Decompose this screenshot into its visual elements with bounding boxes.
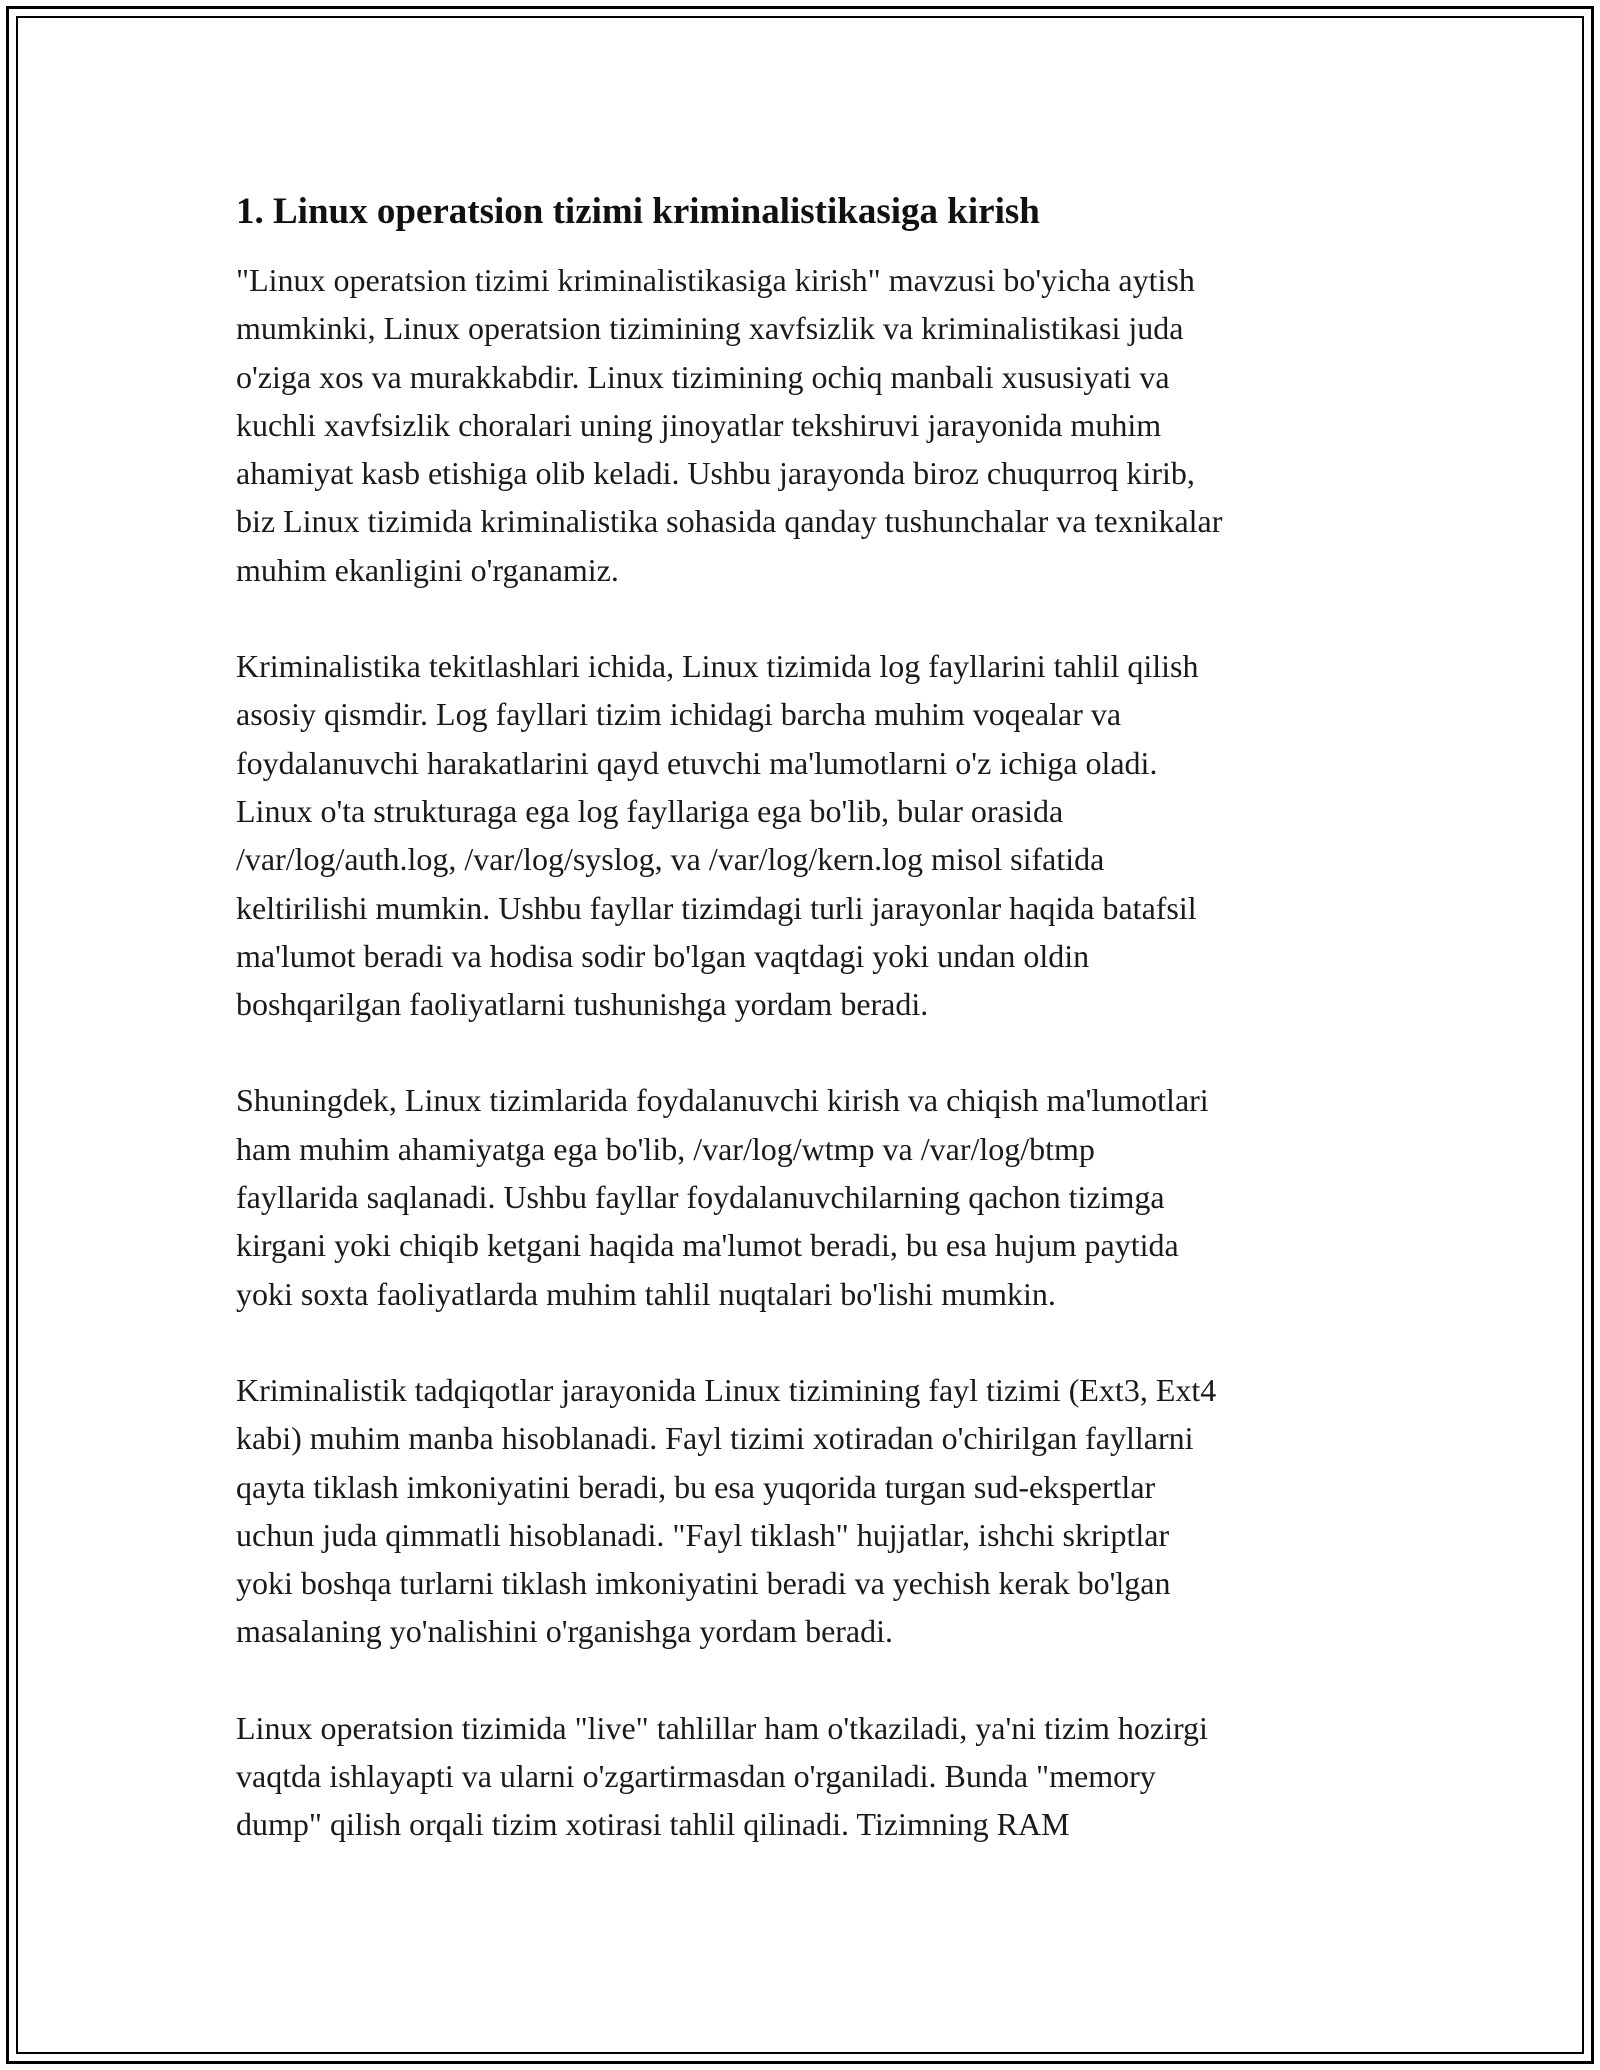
paragraph-live-analysis: Linux operatsion tizimida "live" tahlillar ham o'tkaziladi, ya'ni tizim hozirgi vaqtda ishlayapti va ularni o'zgartirmasdan o'rganiladi. Bunda "memory dump" qilish orqali tizim xotirasi tahlil qilinadi. Tizimning RAM <box>236 1709 1208 1843</box>
paragraph-intro: "Linux operatsion tizimi kriminalistikasiga kirish" mavzusi bo'yicha aytish mumkinki, Linux operatsion tizimining xavfsizlik va kriminalistikasi juda o'ziga xos va murakkabdir. Linux tizimining ochiq manbali xususiyati va kuchli xavfsizlik choralari uning jinoyatlar tekshiruvi jarayonida muhim ahamiyat kasb etishiga olib keladi. Ushbu jarayonda biroz chuqurroq kirib, biz Linux tizimida kriminalistika sohasida qanday tushunchalar va texnikalar muhim ekanligini o'rganamiz. <box>236 262 1223 588</box>
paragraph-file-system: Kriminalistik tadqiqotlar jarayonida Linux tizimining fayl tizimi (Ext3, Ext4 kabi) muhim manba hisoblanadi. Fayl tizimi xotiradan o'chirilgan fayllarni qayta tiklash imkoniyatini beradi, bu esa yuqorida turgan sud-ekspertlar uchun juda qimmatli hisoblanadi. "Fayl tiklash" hujjatlar, ishchi skriptlar yoki boshqa turlarni tiklash imkoniyatini beradi va yechish kerak bo'lgan masalaning yo'nalishini o'rganishga yordam beradi. <box>236 1371 1217 1650</box>
paragraph-login-records: Shuningdek, Linux tizimlarida foydalanuvchi kirish va chiqish ma'lumotlari ham muhim ahamiyatga ega bo'lib, /var/log/wtmp va /var/log/btmp fayllarida saqlanadi. Ushbu fayllar foydalanuvchilarning qachon tizimga kirgani yoki chiqib ketgani haqida ma'lumot beradi, bu esa hujum paytida yoki soxta faoliyatlarda muhim tahlil nuqtalari bo'lishi mumkin. <box>236 1082 1209 1312</box>
paragraph-log-files: Kriminalistika tekitlashlari ichida, Linux tizimida log fayllarini tahlil qilish asosiy qismdir. Log fayllari tizim ichidagi barcha muhim voqealar va foydalanuvchi harakatlarini qayd etuvchi ma'lumotlarni o'z ichiga oladi. Linux o'ta strukturaga ega log fayllariga ega bo'lib, bular orasida /var/log/auth.log, /var/log/syslog, va /var/log/kern.log misol sifatida keltirilishi mumkin. Ushbu fayllar tizimdagi turli jarayonlar haqida batafsil ma'lumot beradi va hodisa sodir bo'lgan vaqtdagi yoki undan oldin boshqarilgan faoliyatlarni tushunishga yordam beradi. <box>236 648 1199 1023</box>
section-heading: 1. Linux operatsion tizimi kriminalistikasiga kirish <box>236 191 1040 232</box>
document-body <box>236 188 1376 1897</box>
